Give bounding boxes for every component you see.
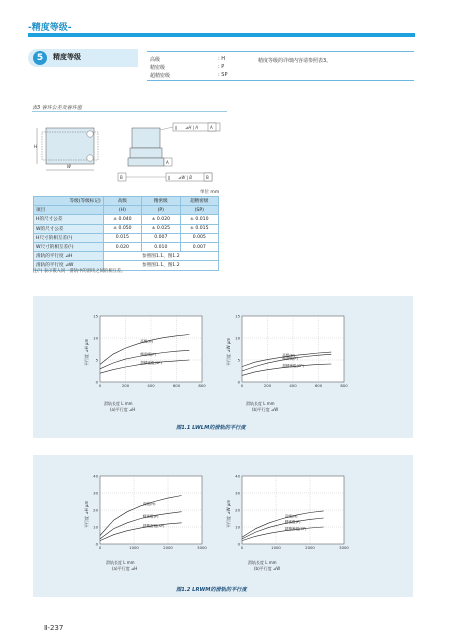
series-label: 高级(H) bbox=[282, 353, 295, 358]
svg-text:⊿H | A: ⊿H | A bbox=[185, 125, 198, 130]
x-tick-label: 600 bbox=[172, 383, 181, 388]
fig2b-xlabel: 滑轨长度 L mm bbox=[248, 560, 277, 565]
tolerance-drawing bbox=[32, 118, 222, 186]
fig1b-sub: (b)平行度 ⊿W bbox=[252, 407, 279, 412]
x-tick-label: 400 bbox=[147, 383, 155, 388]
series-label: 精密级(P) bbox=[282, 356, 299, 361]
table-unit: 单位 mm bbox=[200, 190, 220, 195]
x-tick-label: 0 bbox=[240, 383, 244, 388]
col-p-name: 精密级 bbox=[142, 197, 180, 206]
y-tick-label: 20 bbox=[235, 507, 240, 513]
x-tick-label: 3000 bbox=[339, 545, 349, 550]
tolerance-table bbox=[33, 196, 219, 271]
series-label: 精密级(P) bbox=[140, 352, 157, 357]
grade-name-p: 精密级 bbox=[150, 65, 166, 71]
y-tick-label: 10 bbox=[235, 524, 240, 530]
fig1a-sub: (a)平行度 ⊿H bbox=[110, 407, 136, 412]
y-tick-label: 0 bbox=[95, 379, 98, 385]
series-label: 高级(H) bbox=[140, 339, 153, 344]
page-header-title: -精度等级- bbox=[28, 23, 72, 33]
fig1a-xlabel: 滑轨长度 L mm bbox=[104, 401, 133, 406]
y-tick-label: 15 bbox=[235, 313, 240, 319]
fig2a-xlabel: 滑轨长度 L mm bbox=[106, 560, 135, 565]
table-row: 滑轨的平行度 ⊿H 参照图1.1、图1.2 bbox=[34, 252, 219, 261]
header-item: 项目 bbox=[34, 206, 104, 215]
series-label: 超精密级(SP) bbox=[142, 523, 165, 528]
fig2-chart-b bbox=[230, 470, 350, 554]
datum-b: B bbox=[120, 175, 123, 180]
col-p-code: (P) bbox=[142, 206, 180, 215]
figure2-title: 图1.2 LRWM的滑轨的平行度 bbox=[176, 587, 247, 593]
y-tick-label: 10 bbox=[93, 335, 98, 341]
fig1-chart-b bbox=[230, 310, 350, 392]
y-tick-label: 5 bbox=[95, 357, 98, 363]
dim-h: H bbox=[34, 144, 38, 149]
section-title: 精度等级 bbox=[53, 53, 81, 61]
table-note: 注(¹) 表示嵌入同一滑轨中的滑块之间的相互差。 bbox=[33, 269, 126, 274]
y-tick-label: 10 bbox=[235, 335, 240, 341]
series-label: 超精密级(SP) bbox=[140, 360, 162, 365]
figure1-title: 图1.1 LWLM的滑轨的平行度 bbox=[176, 425, 246, 431]
fig1b-ylabel: 平行度 ⊿W μm bbox=[226, 337, 231, 366]
y-tick-label: 0 bbox=[95, 541, 98, 547]
y-tick-label: 5 bbox=[237, 357, 240, 363]
grade-top-rule bbox=[147, 51, 414, 52]
fig1a-ylabel: 平行度 ⊿H μm bbox=[84, 338, 89, 366]
x-tick-label: 2000 bbox=[305, 545, 315, 550]
x-tick-label: 0 bbox=[98, 545, 102, 550]
grade-code-sp: : SP bbox=[218, 72, 228, 78]
y-tick-label: 30 bbox=[93, 490, 98, 496]
y-tick-label: 30 bbox=[235, 490, 240, 496]
x-tick-label: 200 bbox=[263, 383, 272, 388]
grade-name-sp: 超精密级 bbox=[150, 73, 171, 79]
table-row: 滑轨的平行度 ⊿W 参照图1.1、图1.2 bbox=[34, 261, 219, 270]
grade-code-p: : P bbox=[218, 64, 225, 70]
x-tick-label: 400 bbox=[289, 383, 297, 388]
y-tick-label: 0 bbox=[237, 541, 240, 547]
x-tick-label: 600 bbox=[314, 383, 323, 388]
header-rule bbox=[28, 33, 415, 37]
grade-bottom-rule bbox=[147, 80, 414, 81]
caption-rule bbox=[32, 111, 227, 112]
dim-w: W bbox=[67, 164, 71, 169]
series-label: 精密级(P) bbox=[142, 514, 159, 519]
y-tick-label: 40 bbox=[93, 473, 98, 479]
table-row: H尺寸的相互差(¹) 0.015 0.007 0.005 bbox=[34, 233, 219, 242]
col-sp-code: (SP) bbox=[180, 206, 218, 215]
x-tick-label: 1000 bbox=[129, 545, 139, 550]
grade-name-h: 高级 bbox=[150, 57, 161, 63]
y-tick-label: 0 bbox=[237, 379, 240, 385]
fig1b-xlabel: 滑轨长度 L mm bbox=[246, 401, 275, 406]
svg-text:∥: ∥ bbox=[168, 175, 171, 180]
x-tick-label: 0 bbox=[240, 545, 244, 550]
datum-a: A bbox=[210, 125, 213, 130]
x-tick-label: 0 bbox=[98, 383, 102, 388]
col-h-name: 高级 bbox=[103, 197, 141, 206]
series-label: 高级(H) bbox=[284, 514, 298, 519]
y-tick-label: 20 bbox=[93, 507, 98, 513]
series-label: 超精密级(SP) bbox=[284, 527, 307, 532]
x-tick-label: 1000 bbox=[271, 545, 281, 550]
fig2a-sub: (a)平行度 ⊿H bbox=[112, 566, 138, 571]
fig2b-ylabel: 平行度 ⊿W μm bbox=[226, 499, 231, 528]
grade-note: 精度等级的详细内容请参照表3。 bbox=[258, 58, 332, 64]
fig2b-sub: (b)平行度 ⊿W bbox=[254, 566, 281, 571]
svg-text:A: A bbox=[166, 160, 169, 165]
y-tick-label: 15 bbox=[93, 313, 98, 319]
block-right bbox=[132, 128, 160, 148]
table-row: W的尺寸公差 ± 0.050 ± 0.025 ± 0.015 bbox=[34, 224, 219, 233]
series-label: 高级(H) bbox=[142, 501, 156, 506]
svg-text:⊿W | B: ⊿W | B bbox=[178, 175, 192, 180]
x-tick-label: 2000 bbox=[163, 545, 173, 550]
col-sp-name: 超精密级 bbox=[180, 197, 218, 206]
svg-text:∥: ∥ bbox=[175, 125, 178, 130]
table-row: W尺寸的相互差(¹) 0.020 0.010 0.007 bbox=[34, 242, 219, 251]
page-number: Ⅱ-237 bbox=[44, 624, 64, 632]
series-label: 超精密级(SP) bbox=[282, 363, 304, 368]
fig2-chart-a bbox=[88, 470, 208, 554]
fig1-chart-a bbox=[88, 310, 208, 392]
section-number-badge: 5 bbox=[33, 51, 47, 65]
series-label: 精密级(P) bbox=[284, 519, 301, 524]
y-tick-label: 10 bbox=[93, 524, 98, 530]
fig2a-ylabel: 平行度 ⊿H μm bbox=[84, 500, 89, 528]
x-tick-label: 3000 bbox=[197, 545, 207, 550]
x-tick-label: 800 bbox=[198, 383, 206, 388]
table-row: H的尺寸公差 ± 0.040 ± 0.020 ± 0.010 bbox=[34, 215, 219, 224]
table-caption: 表3 容许公差及容许值 bbox=[32, 105, 82, 111]
header-grade: 等级(等级标记) bbox=[34, 197, 104, 206]
grade-code-h: : H bbox=[218, 56, 226, 62]
x-tick-label: 800 bbox=[340, 383, 348, 388]
x-tick-label: 200 bbox=[121, 383, 130, 388]
svg-text:B: B bbox=[206, 175, 209, 180]
col-h-code: (H) bbox=[103, 206, 141, 215]
y-tick-label: 40 bbox=[235, 473, 240, 479]
